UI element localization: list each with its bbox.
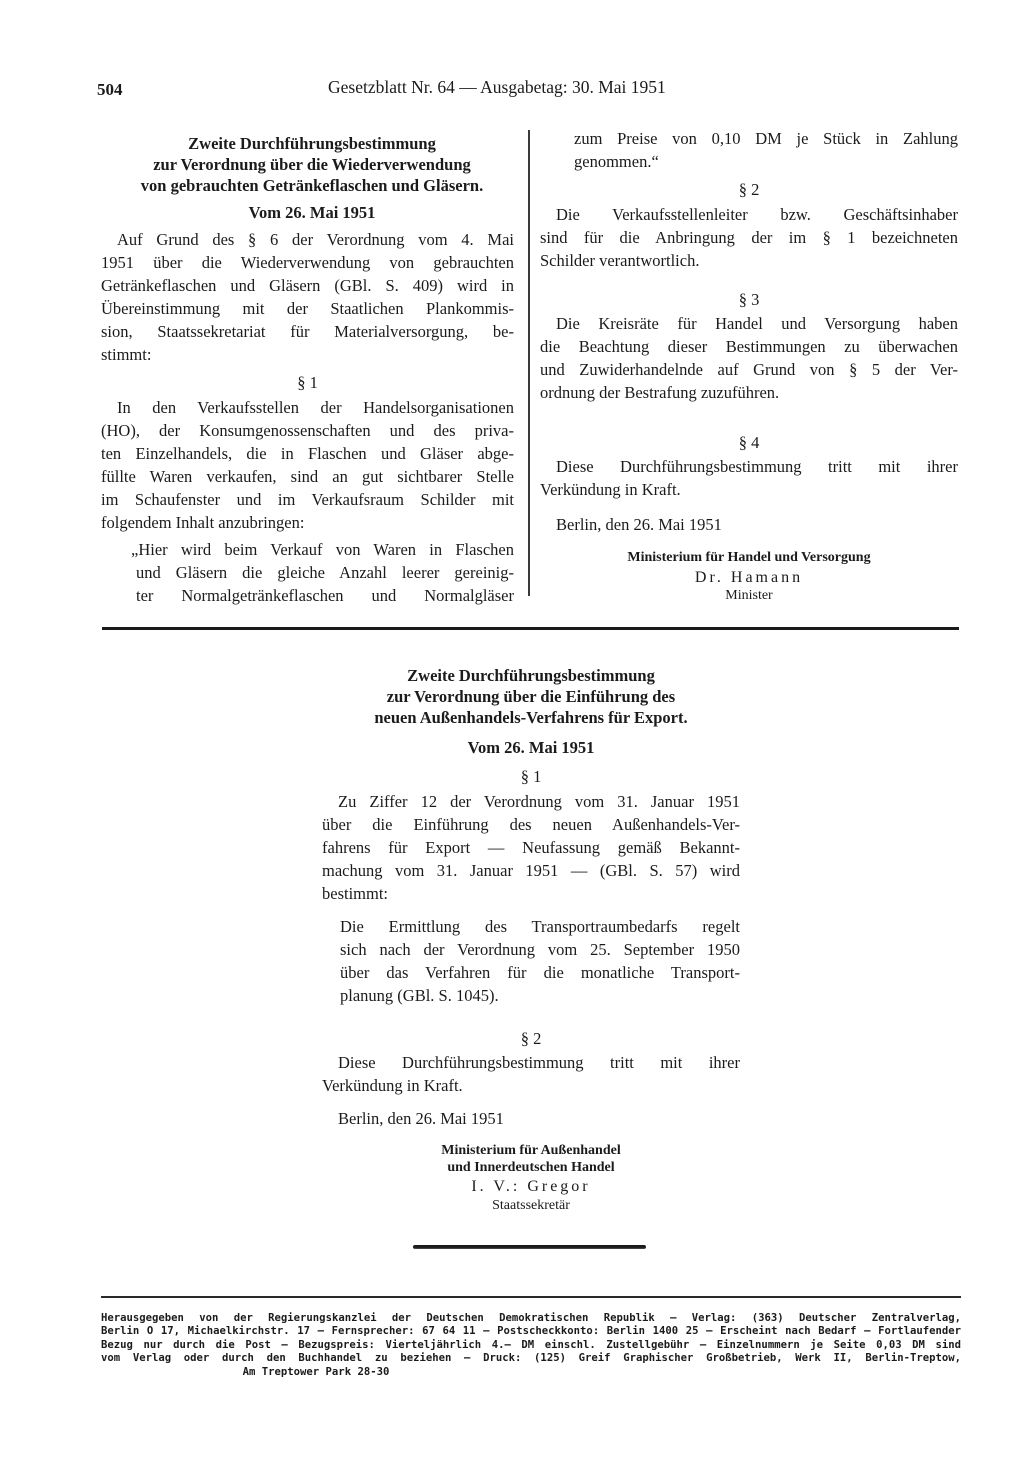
decree1-section-2-heading: § 2 [738,180,760,199]
decree2-signer: I. V.: Gregor [471,1178,591,1195]
decree2-date: Vom 26. Mai 1951 [467,738,595,757]
decree1-title-line: Zweite Durchführungsbestimmung [188,134,436,153]
decree1-ministry: Ministerium für Handel und Versorgung [627,550,871,565]
column-divider [528,130,530,596]
page-number: 504 [97,80,123,99]
decree2-section-1-heading: § 1 [520,767,542,786]
decree1-signer: Dr. Hamann [694,569,804,586]
decree2-signer-title: Staatssekretär [492,1198,570,1213]
decree1-title-line: zur Verordnung über die Wiederverwendung [153,155,471,174]
decree2-title-line: zur Verordnung über die Einführung des [386,687,676,706]
decree1-place-date: Berlin, den 26. Mai 1951 [556,515,722,534]
decree1-date: Vom 26. Mai 1951 [248,203,376,222]
decree2-place-date: Berlin, den 26. Mai 1951 [338,1109,504,1128]
decree2-title-line: neuen Außenhandels-Verfahrens für Export. [374,708,688,727]
section-separator-rule [102,627,959,630]
footer-rule [101,1296,961,1298]
decree1-section-1-heading: § 1 [297,373,318,392]
decree2-title-line: Zweite Durchführungsbestimmung [407,666,655,685]
closing-rule [413,1245,646,1249]
decree2-section-2-heading: § 2 [520,1029,542,1048]
decree1-section-3-heading: § 3 [738,290,760,309]
decree1-signer-title: Minister [725,588,773,603]
decree1-title-line: von gebrauchten Getränkeflaschen und Gläsern. [140,176,484,195]
decree1-section-4-heading: § 4 [738,433,760,452]
running-title: Gesetzblatt Nr. 64 — Ausgabetag: 30. Mai 1951 [328,77,666,97]
